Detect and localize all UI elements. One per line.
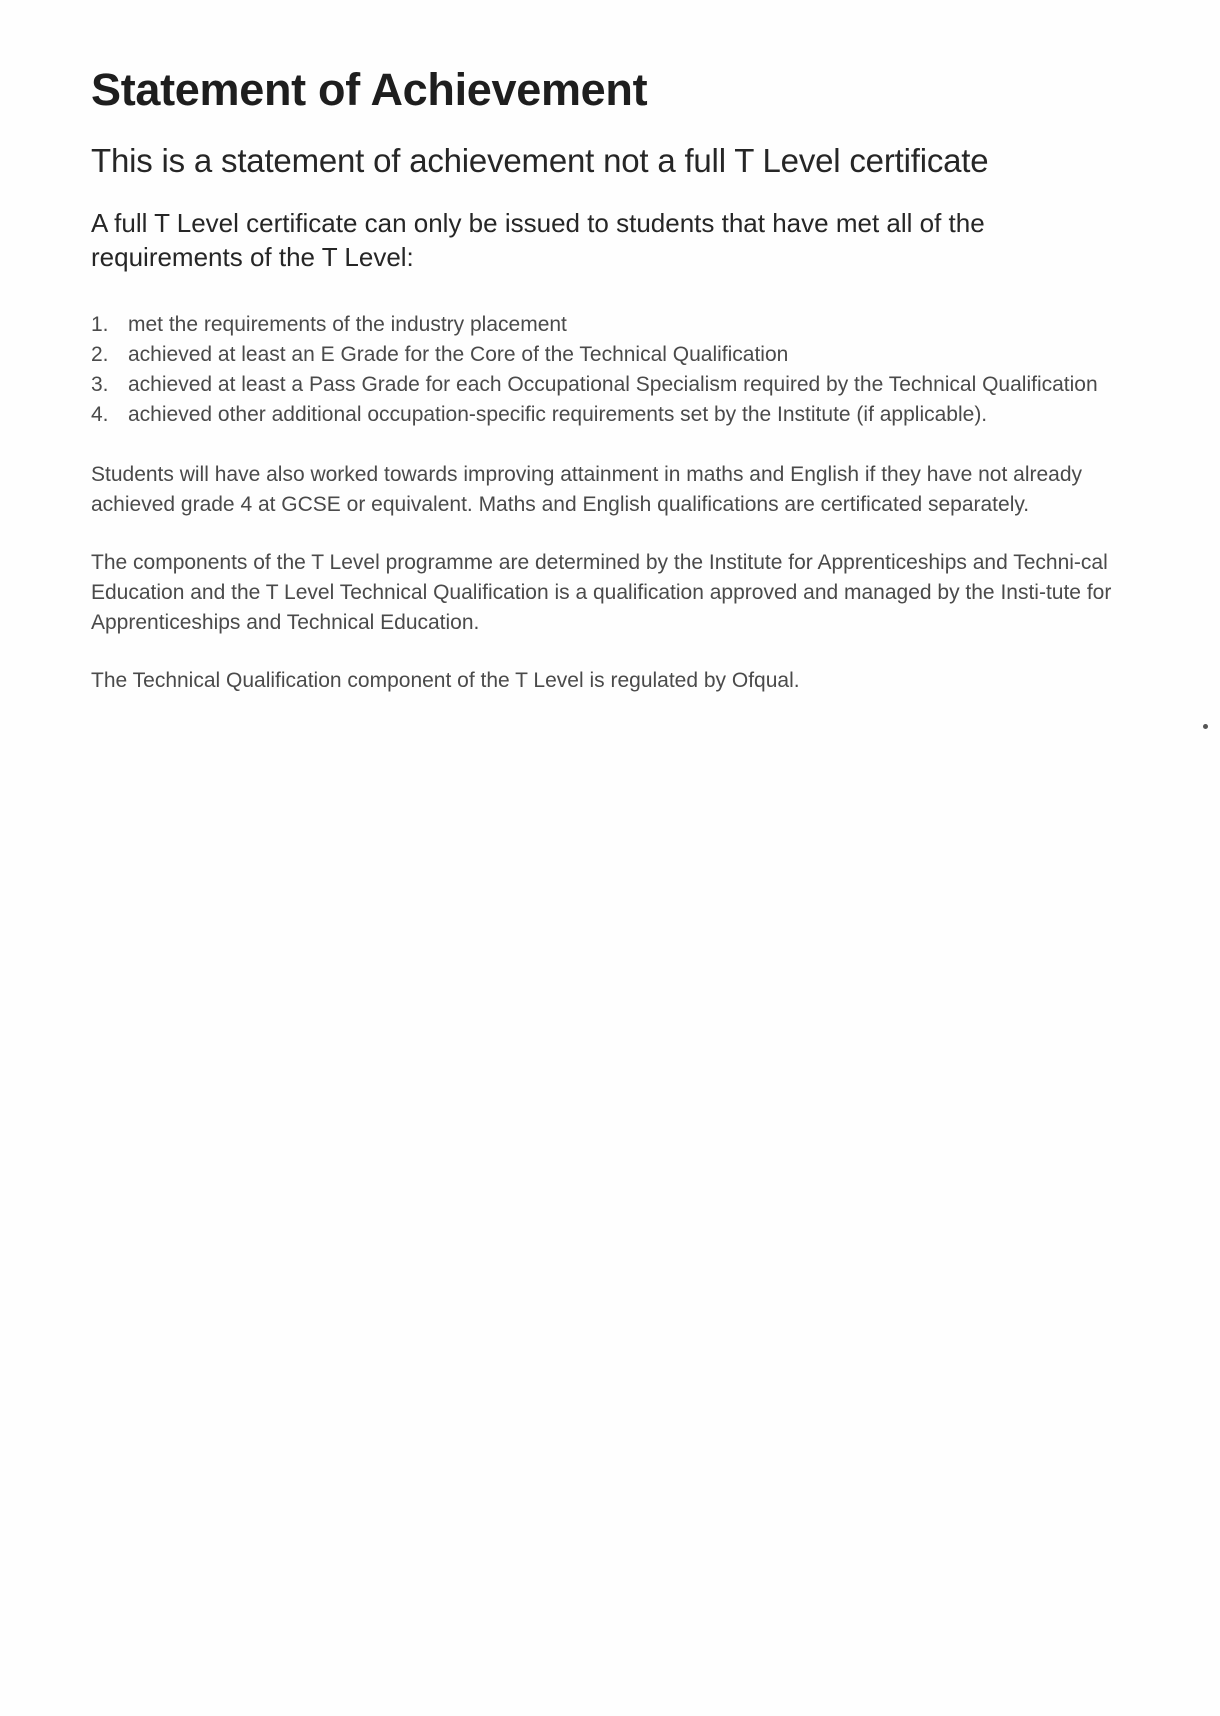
list-item [91, 310, 1171, 340]
list-item [91, 400, 1171, 430]
list-item-number: 4. [91, 403, 109, 426]
list-item-number: 2. [91, 343, 109, 366]
scan-speck [1203, 724, 1208, 729]
list-item [91, 370, 1171, 400]
list-item-text: achieved other additional occupation-specific requirements set by the Institute (if applicable). [128, 403, 988, 426]
page-title: Statement of Achievement [91, 64, 648, 115]
list-item-number: 3. [91, 373, 109, 396]
list-item-number: 1. [91, 313, 109, 336]
regulation-paragraph: The Technical Qualification component of the T Level is regulated by Ofqual. [91, 669, 800, 692]
intro-text: A full T Level certificate can only be issued to students that have met all of the requirements of the T Level: [91, 208, 985, 272]
list-item [91, 340, 1171, 370]
document-content [91, 62, 1171, 696]
maths-english-paragraph: Students will have also worked towards improving attainment in maths and English if they have not already achieved grade 4 at GCSE or equivalent. Maths and English qualifications are certificated separately. [91, 463, 1083, 516]
requirements-list [91, 310, 1171, 430]
list-item-text: achieved at least an E Grade for the Core of the Technical Qualification [128, 343, 789, 366]
list-item-text: achieved at least a Pass Grade for each Occupational Specialism required by the Technical Qualification [128, 373, 1098, 396]
programme-components-paragraph: The components of the T Level programme are determined by the Institute for Apprenticeships and Techni-cal Education and the T Level Technical Qualification is a qualification approved and managed by the Insti-tute for Apprenticeships and Technical Education. [91, 551, 1112, 634]
subtitle: This is a statement of achievement not a full T Level certificate [91, 142, 989, 179]
list-item-text: met the requirements of the industry placement [128, 313, 567, 336]
